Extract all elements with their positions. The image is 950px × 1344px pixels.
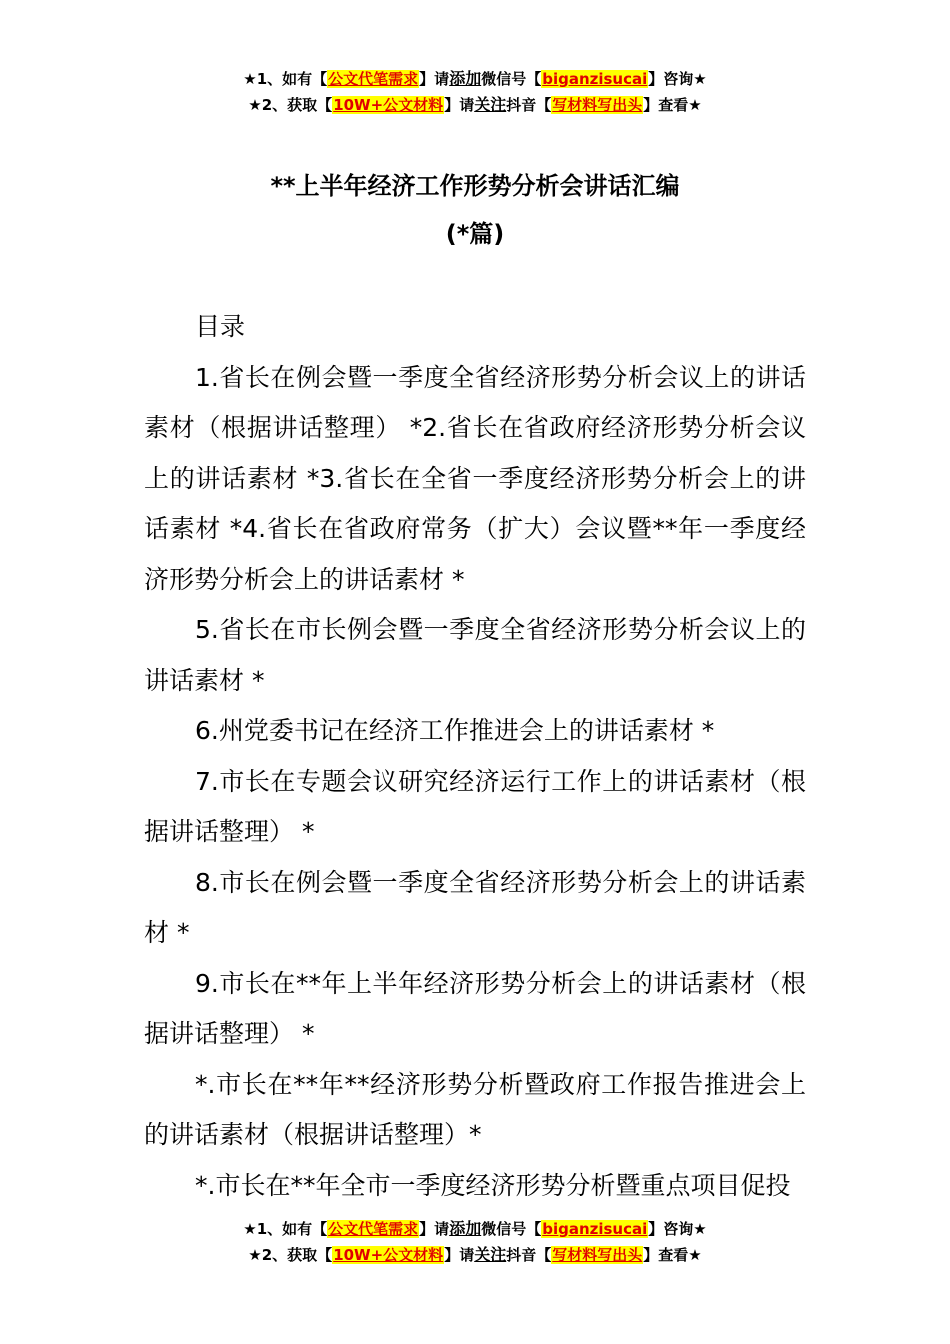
banner-highlight: 公文代笔需求 — [328, 70, 419, 88]
banner-highlight: 公文代笔需求 — [328, 1220, 419, 1238]
banner-line-1 — [0, 1216, 950, 1242]
toc-item: 9.市长在**年上半年经济形势分析会上的讲话素材（根据讲话整理） * — [144, 968, 806, 1048]
banner-text: ★2、获取【 — [248, 96, 333, 114]
banner-text: ★2、获取【 — [248, 1246, 333, 1264]
toc-item: 8.市长在例会暨一季度全省经济形势分析会上的讲话素材 * — [144, 867, 806, 947]
banner-text: 微信号【 — [481, 1220, 542, 1238]
banner-line-2 — [0, 92, 950, 118]
toc-item: 6.州党委书记在经济工作推进会上的讲话素材 * — [195, 716, 715, 745]
banner-text: 】请 — [444, 96, 475, 114]
banner-text: 微信号【 — [481, 70, 542, 88]
header-banner — [0, 66, 950, 118]
banner-emphasis: 关注 — [474, 1245, 507, 1264]
banner-highlight: biganzisucai — [542, 1220, 648, 1238]
toc-item: 5.省长在市长例会暨一季度全省经济形势分析会议上的讲话素材 * — [144, 615, 806, 695]
banner-line-1 — [0, 66, 950, 92]
footer-banner — [0, 1216, 950, 1268]
banner-line-2 — [0, 1242, 950, 1268]
banner-text: 抖音【 — [506, 96, 552, 114]
banner-emphasis: 添加 — [449, 1219, 482, 1238]
banner-emphasis: 关注 — [474, 95, 507, 114]
banner-text: 抖音【 — [506, 1246, 552, 1264]
banner-highlight: 10W+公文材料 — [333, 96, 444, 114]
banner-text: 】咨询★ — [648, 70, 707, 88]
banner-text: 】请 — [419, 70, 450, 88]
banner-text: ★1、如有【 — [243, 70, 328, 88]
document-subtitle: (*篇) — [445, 220, 505, 248]
banner-text: 】咨询★ — [648, 1220, 707, 1238]
banner-text: 】查看★ — [643, 96, 702, 114]
toc-item: *.市长在**年全市一季度经济形势分析暨重点项目促投 — [195, 1170, 791, 1200]
toc-item: *.市长在**年**经济形势分析暨政府工作报告推进会上的讲话素材（根据讲话整理）* — [144, 1069, 806, 1149]
banner-text: 】查看★ — [643, 1246, 702, 1264]
table-of-contents — [144, 302, 806, 1211]
toc-item: 7.市长在专题会议研究经济运行工作上的讲话素材（根据讲话整理） * — [144, 766, 806, 846]
banner-highlight: biganzisucai — [542, 70, 648, 88]
banner-highlight: 10W+公文材料 — [333, 1246, 444, 1264]
banner-emphasis: 添加 — [449, 69, 482, 88]
toc-heading: 目录 — [195, 312, 246, 341]
banner-text: 】请 — [444, 1246, 475, 1264]
toc-item: 1.省长在例会暨一季度全省经济形势分析会议上的讲话素材（根据讲话整理） *2.省长在省政府经济形势分析会议上的讲话素材 *3.省长在全省一季度经济形势分析会上的讲话素材 *4.省长在省政府常务（扩大）会议暨**年一季度经济形势分析会上的讲话素材 * — [144, 362, 806, 594]
banner-highlight: 写材料写出头 — [552, 1246, 643, 1264]
banner-text: 】请 — [419, 1220, 450, 1238]
banner-text: ★1、如有【 — [243, 1220, 328, 1238]
banner-highlight: 写材料写出头 — [552, 96, 643, 114]
document-title: **上半年经济工作形势分析会讲话汇编 — [270, 172, 680, 200]
